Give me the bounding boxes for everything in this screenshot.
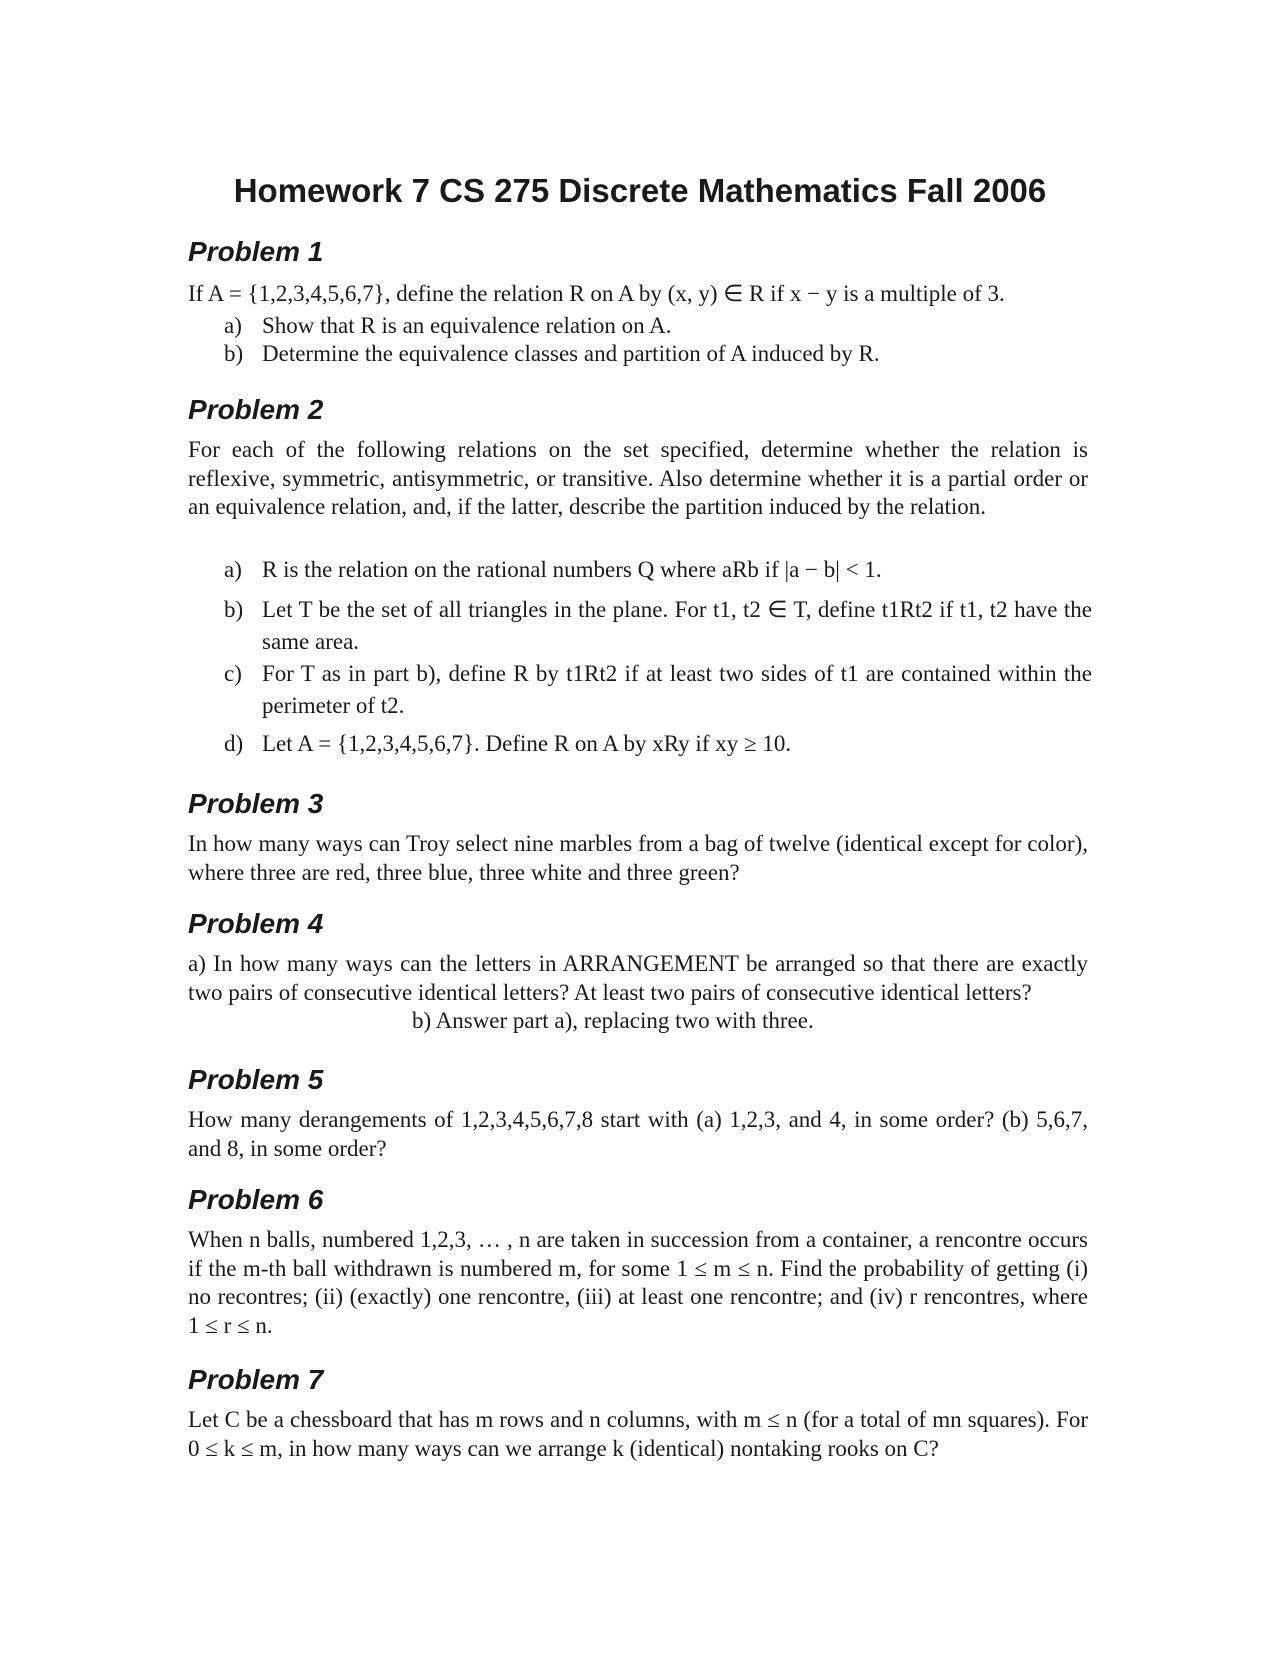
problem-2d-label: d) <box>224 731 244 756</box>
problem-6-text: When n balls, numbered 1,2,3, … , n are taken in succession from a container, a rencontre occurs if the m-th ball withdrawn is numbered m, for some 1 ≤ m ≤ n. Find the probability of getting (i) no recontres; (ii) (exactly) one rencontre, (iii) at least one rencontre; and (iv) r rencontres, where 1 ≤ r ≤ n. <box>188 1227 1088 1338</box>
problem-2a-text: R is the relation on the rational numbers Q where aRb if |a − b| < 1. <box>262 557 882 582</box>
problem-7-text: Let C be a chessboard that has m rows and n columns, with m ≤ n (for a total of mn squares). For 0 ≤ k ≤ m, in how many ways can we arrange k (identical) nontaking rooks on C? <box>188 1407 1088 1461</box>
problem-2-heading: Problem 2 <box>188 394 324 425</box>
problem-1b-text: Determine the equivalence classes and partition of A induced by R. <box>262 341 880 366</box>
problem-4-text-b: b) Answer part a), replacing two with three. <box>412 1008 814 1033</box>
problem-1b-label: b) <box>224 341 244 366</box>
problem-2c-text: For T as in part b), define R by t1Rt2 if at least two sides of t1 are contained within the perimeter of t2. <box>262 661 1092 718</box>
problem-4-text-a: a) In how many ways can the letters in ARRANGEMENT be arranged so that there are exactly two pairs of consecutive identical letters? At least two pairs of consecutive identical letters? <box>188 951 1088 1005</box>
problem-5-text: How many derangements of 1,2,3,4,5,6,7,8 start with (a) 1,2,3, and 4, in some order? (b) 5,6,7, and 8, in some order? <box>188 1107 1088 1161</box>
problem-2-intro: For each of the following relations on the set specified, determine whether the relation is reflexive, symmetric, antisymmetric, or transitive. Also determine whether it is a partial order or an equivalence relation, and, if the latter, describe the partition induced by the relation. <box>188 437 1088 519</box>
problem-2d-text: Let A = {1,2,3,4,5,6,7}. Define R on A by xRy if xy ≥ 10. <box>262 731 792 756</box>
problem-1-intro: If A = {1,2,3,4,5,6,7}, define the relation R on A by (x, y) ∈ R if x − y is a multiple of 3. <box>188 281 1005 306</box>
problem-2b-text: Let T be the set of all triangles in the plane. For t1, t2 ∈ T, define t1Rt2 if t1, t2 have the same area. <box>262 597 1092 654</box>
problem-2c-label: c) <box>224 661 242 686</box>
problem-5-heading: Problem 5 <box>188 1064 324 1095</box>
problem-4-heading: Problem 4 <box>188 908 324 939</box>
problem-1a-text: Show that R is an equivalence relation on A. <box>262 313 672 338</box>
problem-3-text: In how many ways can Troy select nine marbles from a bag of twelve (identical except for color), where three are red, three blue, three white and three green? <box>188 831 1088 885</box>
problem-3-heading: Problem 3 <box>188 788 324 819</box>
page-title: Homework 7 CS 275 Discrete Mathematics Fall 2006 <box>233 172 1047 209</box>
problem-2b-label: b) <box>224 597 244 622</box>
problem-6-heading: Problem 6 <box>188 1184 324 1215</box>
problem-7-heading: Problem 7 <box>188 1364 324 1395</box>
problem-1-heading: Problem 1 <box>188 236 324 267</box>
problem-2a-label: a) <box>224 557 242 582</box>
problem-1a-label: a) <box>224 313 242 338</box>
